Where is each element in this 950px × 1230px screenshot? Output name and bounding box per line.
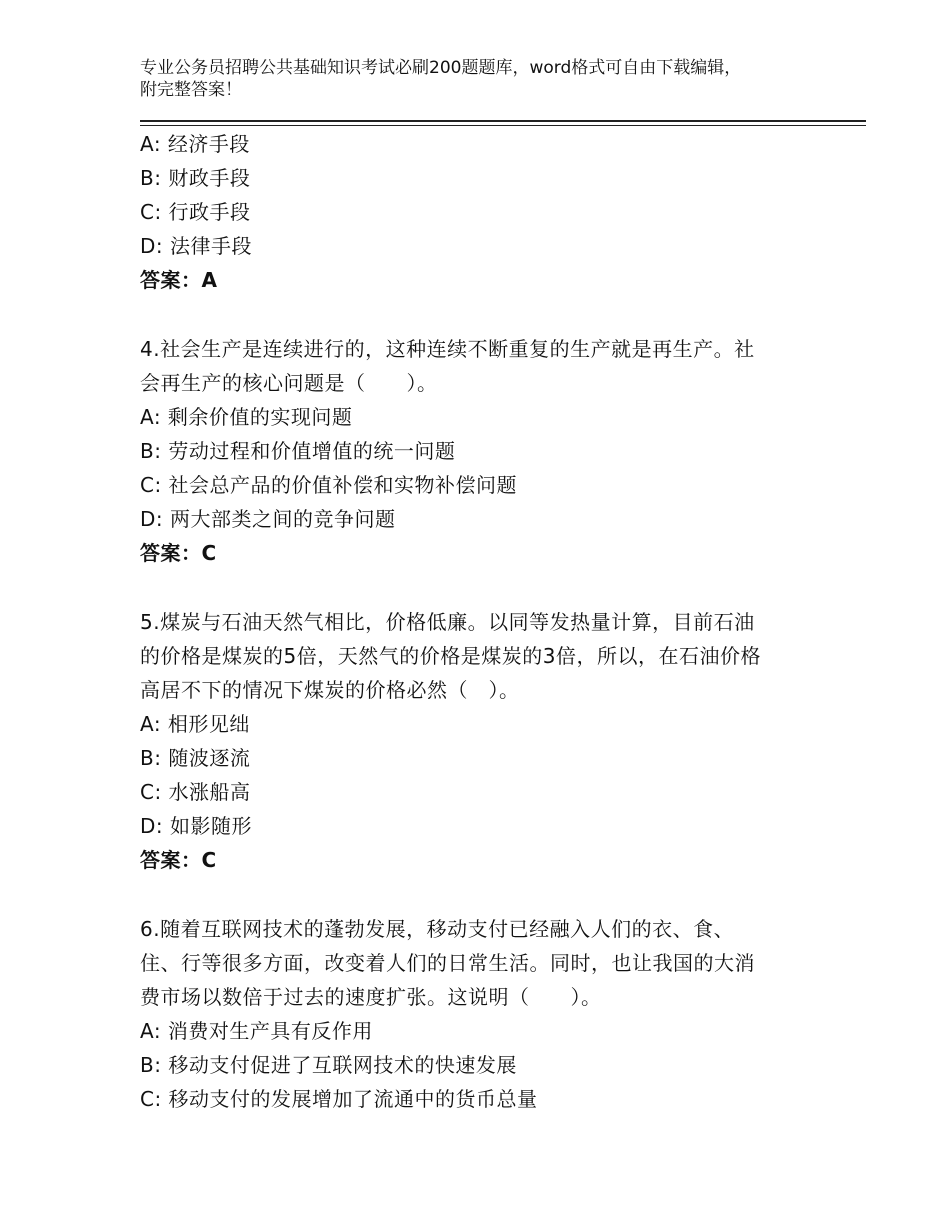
q5-stem-line-2: 的价格是煤炭的5倍，天然气的价格是煤炭的3倍，所以，在石油价格 (140, 644, 761, 668)
q6-stem-line-1: 6.随着互联网技术的蓬勃发展，移动支付已经融入人们的衣、食、 (140, 917, 735, 941)
q4-option-a: A: 剩余价值的实现问题 (140, 405, 353, 429)
q6-option-c: C: 移动支付的发展增加了流通中的货币总量 (140, 1087, 538, 1111)
q5-option-a: A: 相形见绌 (140, 712, 250, 736)
q5-stem-line-3: 高居不下的情况下煤炭的价格必然（ ）。 (140, 678, 520, 702)
q6-stem-line-2: 住、行等很多方面，改变着人们的日常生活。同时，也让我国的大消 (140, 951, 755, 975)
q5-option-b: B: 随波逐流 (140, 746, 251, 770)
header-line-2: 附完整答案！ (140, 80, 242, 100)
q5-answer: 答案：C (140, 848, 217, 872)
header-divider-thin (140, 125, 866, 126)
q5-stem-line-1: 5.煤炭与石油天然气相比，价格低廉。以同等发热量计算，目前石油 (140, 610, 755, 634)
q3-option-a: A: 经济手段 (140, 132, 250, 156)
q6-option-a: A: 消费对生产具有反作用 (140, 1019, 373, 1043)
header-divider (140, 120, 866, 122)
q3-option-c: C: 行政手段 (140, 200, 251, 224)
q5-option-c: C: 水涨船高 (140, 780, 251, 804)
q3-option-b: B: 财政手段 (140, 166, 251, 190)
q4-option-c: C: 社会总产品的价值补偿和实物补偿问题 (140, 473, 518, 497)
q6-option-b: B: 移动支付促进了互联网技术的快速发展 (140, 1053, 517, 1077)
document-header (140, 57, 820, 101)
q5-option-d: D: 如影随形 (140, 814, 252, 838)
q6-stem-line-3: 费市场以数倍于过去的速度扩张。这说明（ ）。 (140, 985, 602, 1009)
q4-answer: 答案：C (140, 541, 217, 565)
q4-stem-line-1: 4.社会生产是连续进行的，这种连续不断重复的生产就是再生产。社 (140, 337, 755, 361)
q3-answer: 答案：A (140, 268, 218, 292)
q4-stem-line-2: 会再生产的核心问题是（ ）。 (140, 371, 438, 395)
q4-option-b: B: 劳动过程和价值增值的统一问题 (140, 439, 456, 463)
q3-option-d: D: 法律手段 (140, 234, 252, 258)
header-line-1: 专业公务员招聘公共基础知识考试必刷200题题库，word格式可自由下载编辑， (140, 58, 742, 78)
q4-option-d: D: 两大部类之间的竞争问题 (140, 507, 396, 531)
